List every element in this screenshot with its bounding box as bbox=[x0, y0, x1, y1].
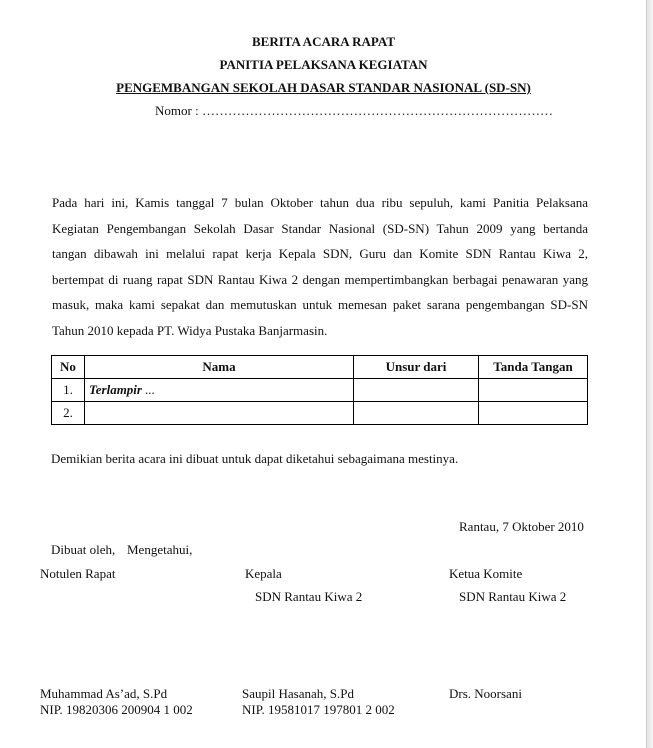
notulen-role: Notulen Rapat bbox=[40, 566, 116, 581]
body-line: bertempat di ruang rapat SDN Rantau Kiwa 2 dengan mempertimbangkan berbagai penawaran yang bbox=[52, 271, 588, 287]
col-header-unsur: Unsur dari bbox=[354, 356, 479, 379]
kepala-nip: NIP. 19581017 197801 2 002 bbox=[242, 702, 395, 717]
cell-no: 2. bbox=[52, 402, 85, 425]
doc-subtitle: PANITIA PELAKSANA KEGIATAN bbox=[219, 57, 428, 72]
body-line: Pada hari ini, Kamis tanggal 7 bulan Oktober tahun dua ribu sepuluh, kami Panitia Pelaksana bbox=[52, 195, 588, 210]
notulen-nip: NIP. 19820306 200904 1 002 bbox=[40, 702, 193, 717]
cell-nama-text: Terlampir bbox=[89, 382, 142, 397]
kepala-name: Saupil Hasanah, S.Pd bbox=[242, 686, 354, 701]
cell-no: 1. bbox=[52, 379, 85, 402]
place-date: Rantau, 7 Oktober 2010 bbox=[459, 519, 584, 534]
window-right-edge bbox=[646, 0, 653, 748]
body-line: tangan dibawah ini melalui rapat kerja Kepala SDN, Guru dan Komite SDN Rantau Kiwa 2, bbox=[52, 246, 588, 261]
col-header-ttd: Tanda Tangan bbox=[479, 356, 588, 379]
table-row bbox=[52, 379, 588, 402]
attendance-table bbox=[51, 355, 588, 425]
body-line: masuk, maka kami sepakat dan memutuskan untuk memesan paket sarana pengembangan SD-SN bbox=[52, 297, 588, 312]
body-paragraph bbox=[52, 190, 588, 343]
cell-ttd bbox=[479, 402, 588, 425]
kepala-org: SDN Rantau Kiwa 2 bbox=[255, 589, 363, 604]
doc-program-title: PENGEMBANGAN SEKOLAH DASAR STANDAR NASIONAL (SD-SN) bbox=[116, 80, 531, 95]
col-header-nama: Nama bbox=[85, 356, 354, 379]
cell-nama bbox=[85, 402, 354, 425]
komite-name: Drs. Noorsani bbox=[449, 686, 522, 701]
acknowledged-label: Mengetahui, bbox=[127, 542, 193, 557]
body-line: Kegiatan Pengembangan Sekolah Dasar Standar Nasional (SD-SN) Tahun 2009 yang bertanda bbox=[52, 220, 588, 236]
made-by-label: Dibuat oleh, bbox=[51, 542, 116, 557]
cell-nama bbox=[85, 379, 354, 402]
komite-role: Ketua Komite bbox=[449, 566, 523, 581]
kepala-role: Kepala bbox=[245, 566, 282, 581]
komite-org: SDN Rantau Kiwa 2 bbox=[459, 589, 567, 604]
cell-nama-suffix: ... bbox=[141, 382, 155, 397]
cell-unsur bbox=[354, 379, 479, 402]
table-row bbox=[52, 402, 588, 425]
col-header-no: No bbox=[52, 356, 85, 379]
doc-number: Nomor : ……………………………………………………………………… bbox=[155, 103, 553, 118]
notulen-name: Muhammad As’ad, S.Pd bbox=[40, 686, 168, 701]
cell-unsur bbox=[354, 402, 479, 425]
body-line: Tahun 2010 kepada PT. Widya Pustaka Banjarmasin. bbox=[52, 322, 328, 338]
doc-title: BERITA ACARA RAPAT bbox=[251, 34, 396, 49]
closing-sentence: Demikian berita acara ini dibuat untuk dapat diketahui sebagaimana mestinya. bbox=[51, 451, 459, 466]
table-header-row bbox=[52, 356, 588, 379]
cell-ttd bbox=[479, 379, 588, 402]
